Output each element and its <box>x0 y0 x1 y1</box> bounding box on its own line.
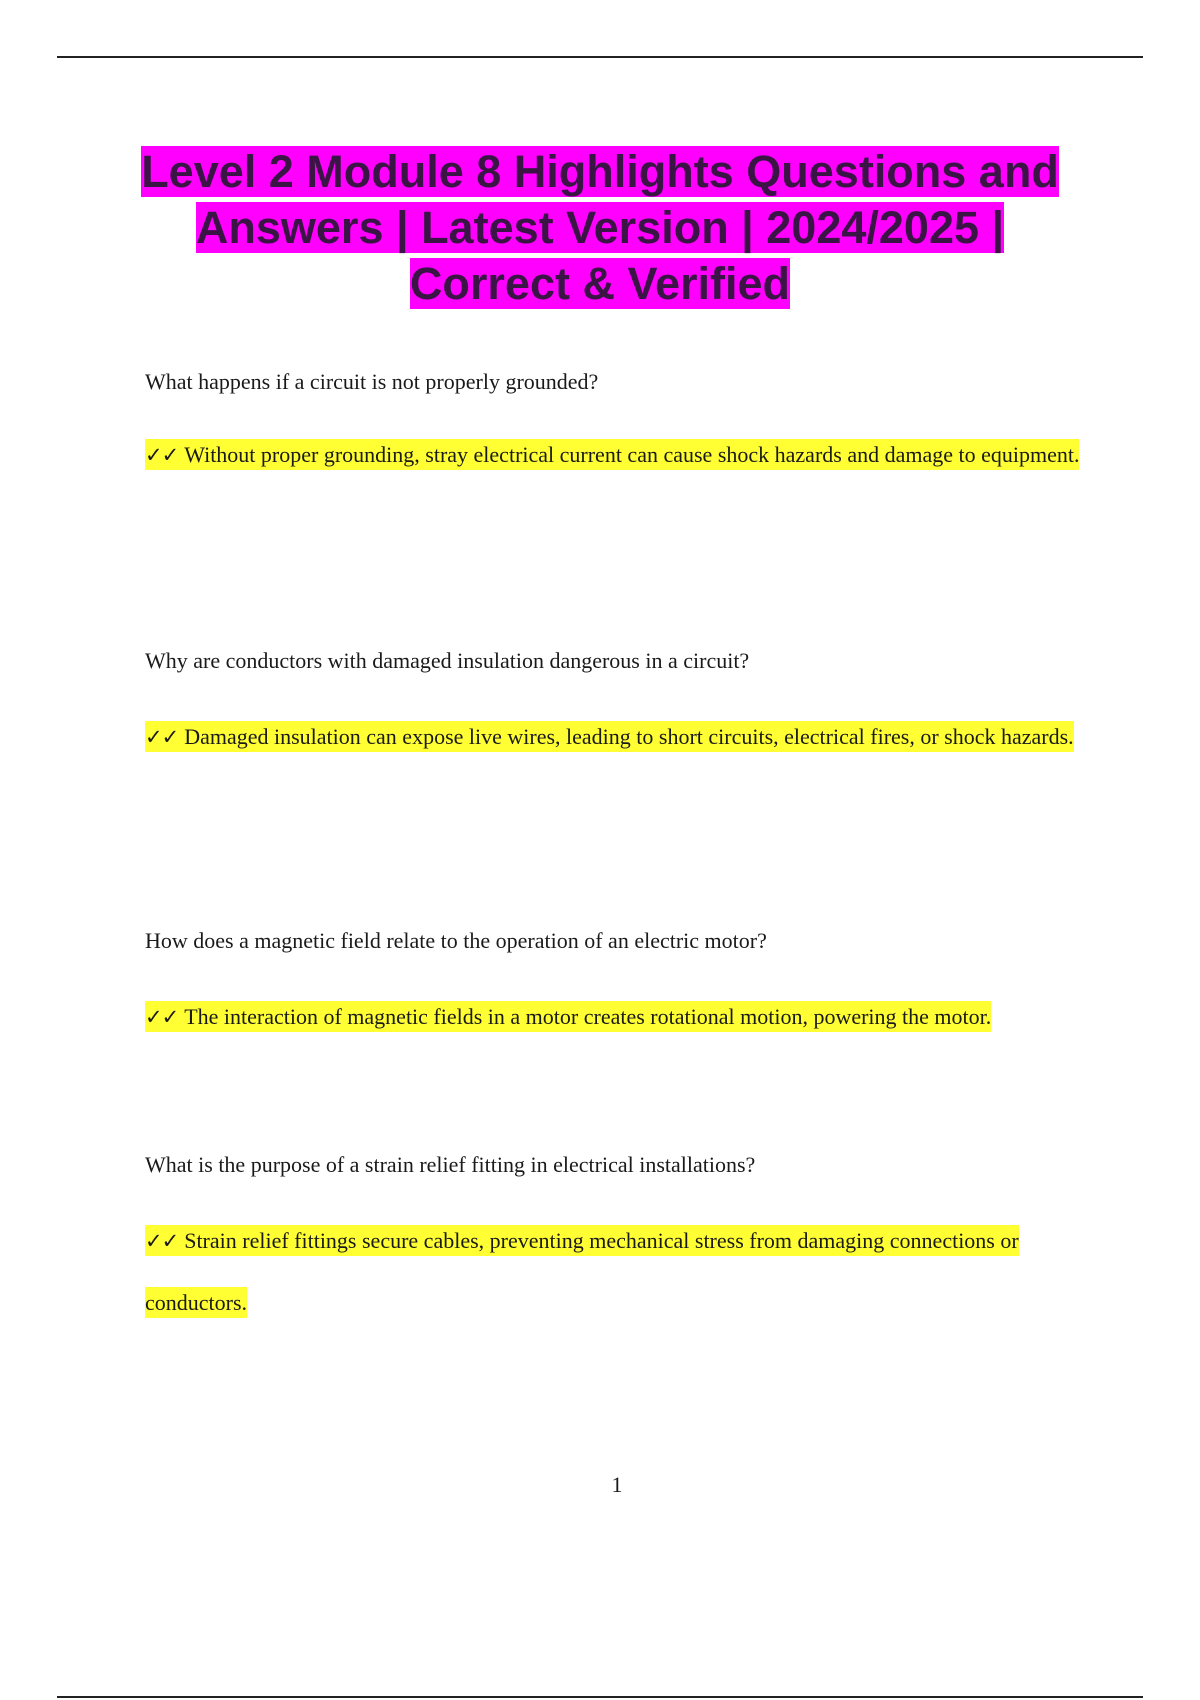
answer-1-text: Without proper grounding, stray electrical current can cause shock hazards and damage to equipment. <box>184 442 1080 467</box>
qa-item-4 <box>145 1151 1095 1333</box>
question-2: Why are conductors with damaged insulation dangerous in a circuit? <box>145 648 750 673</box>
check-mark-icon: ✓✓ <box>145 725 179 749</box>
check-mark-icon: ✓✓ <box>145 1229 179 1253</box>
answer-3-highlight <box>145 1001 991 1032</box>
answer-3-text: The interaction of magnetic fields in a motor creates rotational motion, powering the motor. <box>184 1004 992 1029</box>
answer-3 <box>145 986 1095 1048</box>
answer-1-highlight <box>145 439 1079 470</box>
answer-2 <box>145 706 1095 768</box>
answer-2-text: Damaged insulation can expose live wires, leading to short circuits, electrical fires, or shock hazards. <box>184 724 1074 749</box>
question-1: What happens if a circuit is not properly grounded? <box>145 369 599 394</box>
answer-4-text: Strain relief fittings secure cables, preventing mechanical stress from damaging connections or conductors. <box>145 1228 1019 1315</box>
answer-4-highlight <box>145 1225 1019 1318</box>
answer-1 <box>145 424 1095 486</box>
footer-divider <box>57 1696 1143 1698</box>
question-4: What is the purpose of a strain relief fitting in electrical installations? <box>145 1152 756 1177</box>
document-title-text: Level 2 Module 8 Highlights Questions and Answers | Latest Version | 2024/2025 | Correct & Verified <box>141 146 1059 309</box>
answer-4 <box>145 1210 1095 1333</box>
question-3: How does a magnetic field relate to the operation of an electric motor? <box>145 928 767 953</box>
document-title <box>120 144 1080 312</box>
qa-item-2 <box>145 647 1095 768</box>
qa-item-1 <box>145 368 1095 486</box>
check-mark-icon: ✓✓ <box>145 443 179 467</box>
header-divider <box>57 56 1143 58</box>
page-number: 1 <box>611 1472 623 1497</box>
check-mark-icon: ✓✓ <box>145 1005 179 1029</box>
qa-item-3 <box>145 927 1095 1048</box>
answer-2-highlight <box>145 721 1074 752</box>
